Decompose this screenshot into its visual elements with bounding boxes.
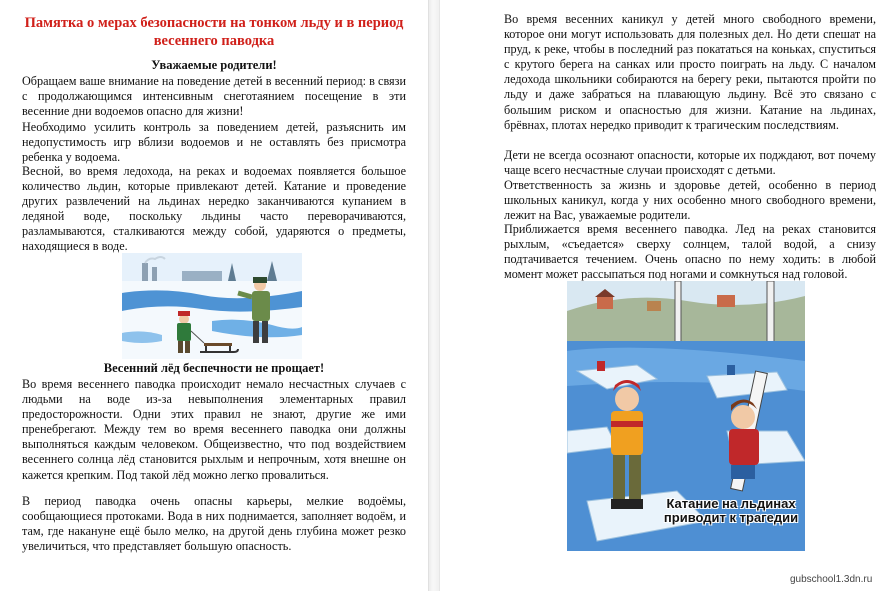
- illustration-children-on-ice: [122, 253, 302, 359]
- page-gutter: [428, 0, 440, 591]
- paragraph: Ответственность за жизнь и здоровье детей, особенно в период школьных каникул, когда у них особенно много свободного времени, лежит на Вас, уважаемые родители.: [504, 178, 876, 223]
- paragraph: Во время весенних каникул у детей много свободного времени, которое они могут использовать для полезных дел. Но дети спешат на пруд, к реке, чтобы в последний раз покататься на коньках, спуститься с крутого берега на санках или просто поиграть на льду. С началом ледохода школьники собираются на берегу реки, пытаются пройти по льду и даже забраться на плавающую льдину. Всё это связано с большим риском и опасностью для жизни. Катание на льдинах, брёвнах, плотах нередко приводит к трагическим последствиям.: [504, 12, 876, 132]
- paragraph: Дети не всегда осознают опасности, которые их подждают, вот почему чаще всего несчастные случаи происходят с детьми.: [504, 148, 876, 178]
- paragraph: Весной, во время ледохода, на реках и водоемах появляется большое количество льдин, которые привлекают детей. Катание и проведение других развлечений на льдинах нередко заканчиваются купанием в ледяной воде, поскольку льдины часто переворачиваются, разламываются, сталкиваются между собой, ударяются о предметы, находящиеся в воде.: [22, 164, 406, 254]
- paragraph: Обращаем ваше внимание на поведение детей в весенний период: в связи с продолжающимся интенсивным снеготаянием посещение в эти весенние дни водоемов опасно для жизни!: [22, 74, 406, 119]
- illustration-caption: Катание на льдинах приводит к трагедии: [663, 496, 799, 525]
- document-title: Памятка о мерах безопасности на тонком льду и в период весеннего паводка: [24, 15, 404, 49]
- paragraph: Приближается время весеннего паводка. Лед на реках становится рыхлым, «съедается» сверху солнцем, талой водой, а снизу подтачивается течением. Очень опасно по нему ходить: в любой момент может рассыпаться под ногами и сомкнуться над головой.: [504, 222, 876, 282]
- paragraph: Во время весеннего паводка происходит немало несчастных случаев с людьми на воде из-за невыполнения элементарных правил предосторожности. Одни этих правил не знают, другие же ими пренебрегают. Между тем во время весеннего паводка они должны выполняться каждым человеком. Общеизвестно, что под воздействием весеннего солнца лёд становится рыхлым и непрочным, хотя внешне он кажется крепким. Под такой лёд можно легко провалиться.: [22, 377, 406, 482]
- paragraph: В период паводка очень опасны карьеры, мелкие водоёмы, сообщающиеся протоками. Вода в них поднимается, заполняет водоём, и там, где накануне ещё было мелко, на другой день глубина может резко увеличиться, что представляет большую опасность.: [22, 494, 406, 554]
- paragraph: Необходимо усилить контроль за поведением детей, разъяснить им недопустимость игр вблизи водоемов и не оставлять без присмотра ребенка у водоема.: [22, 120, 406, 165]
- site-watermark: gubschool1.3dn.ru: [790, 574, 873, 585]
- heading-spring-ice: Весенний лёд беспечности не прощает!: [103, 361, 325, 375]
- heading-dear-parents: Уважаемые родители!: [151, 58, 277, 72]
